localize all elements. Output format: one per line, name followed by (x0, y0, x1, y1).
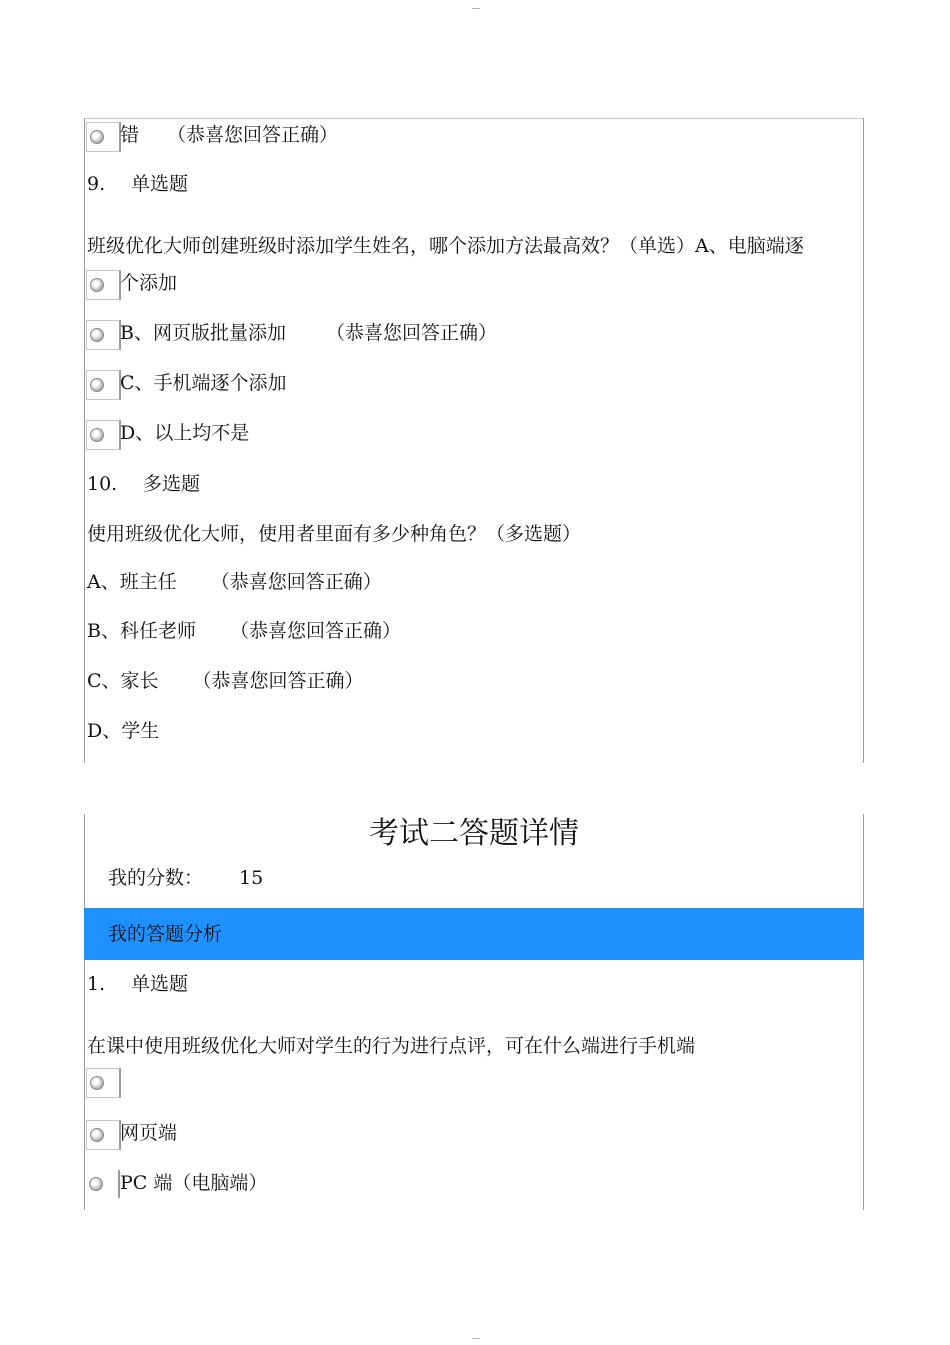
option-label: C、手机端逐个添加 (120, 372, 287, 394)
radio-button-icon[interactable] (90, 1076, 104, 1090)
option-label: B、网页版批量添加 (120, 322, 286, 344)
radio-box[interactable] (86, 122, 121, 152)
radio-button-icon[interactable] (90, 278, 104, 292)
option-label: A、班主任 (87, 571, 177, 593)
radio-button-icon[interactable] (90, 428, 104, 442)
question-header-9 (87, 172, 188, 196)
option-label: 个添加 (120, 272, 178, 294)
analysis-tab-bar[interactable] (84, 908, 864, 960)
correct-feedback: （恭喜您回答正确） (229, 620, 401, 642)
correct-feedback: （恭喜您回答正确） (325, 322, 497, 344)
exam2-panel (84, 814, 864, 1210)
page-top-mark (472, 8, 480, 9)
page-title: 考试二答题详情 (369, 816, 579, 851)
score-value: 15 (239, 867, 264, 889)
question-stem-9: 班级优化大师创建班级时添加学生姓名，哪个添加方法最高效？（单选）A、电脑端逐 (87, 235, 804, 257)
page-bottom-mark (472, 1338, 480, 1339)
correct-feedback: （恭喜您回答正确） (192, 670, 364, 692)
option-label: D、学生 (87, 720, 160, 742)
radio-button-icon[interactable] (90, 328, 104, 342)
question-header-10 (87, 472, 200, 496)
option-10-a (87, 570, 382, 594)
option-10-c (87, 669, 364, 693)
radio-button-icon[interactable] (90, 378, 104, 392)
option-label: C、家长 (87, 670, 159, 692)
analysis-tab-label: 我的答题分析 (108, 923, 223, 945)
radio-button-icon[interactable] (90, 1128, 104, 1142)
question-header-1 (87, 972, 188, 996)
question-number: 10. (87, 473, 118, 495)
question-stem-10: 使用班级优化大师，使用者里面有多少种角色？（多选题） (87, 523, 582, 545)
radio-button-icon[interactable] (90, 130, 104, 144)
score-label: 我的分数： (108, 867, 204, 889)
option-label: D、以上均不是 (120, 422, 250, 444)
option-label: 错 (120, 124, 140, 146)
score-row (108, 864, 263, 892)
question-number: 9. (87, 173, 106, 195)
option-label: B、科任老师 (87, 620, 196, 642)
option-10-d (87, 719, 159, 743)
question-type: 多选题 (143, 473, 201, 495)
radio-button-icon[interactable] (89, 1177, 103, 1191)
question-stem-1: 在课中使用班级优化大师对学生的行为进行点评，可在什么端进行手机端 (87, 1035, 696, 1057)
option-label: PC 端（电脑端） (120, 1172, 268, 1194)
option-label: 网页端 (120, 1122, 178, 1144)
question-type: 单选题 (131, 173, 189, 195)
exam1-panel (84, 118, 864, 763)
correct-feedback: （恭喜您回答正确） (210, 571, 382, 593)
correct-feedback: （恭喜您回答正确） (167, 124, 339, 146)
question-number: 1. (87, 973, 106, 995)
option-10-b (87, 619, 401, 643)
question-type: 单选题 (131, 973, 189, 995)
